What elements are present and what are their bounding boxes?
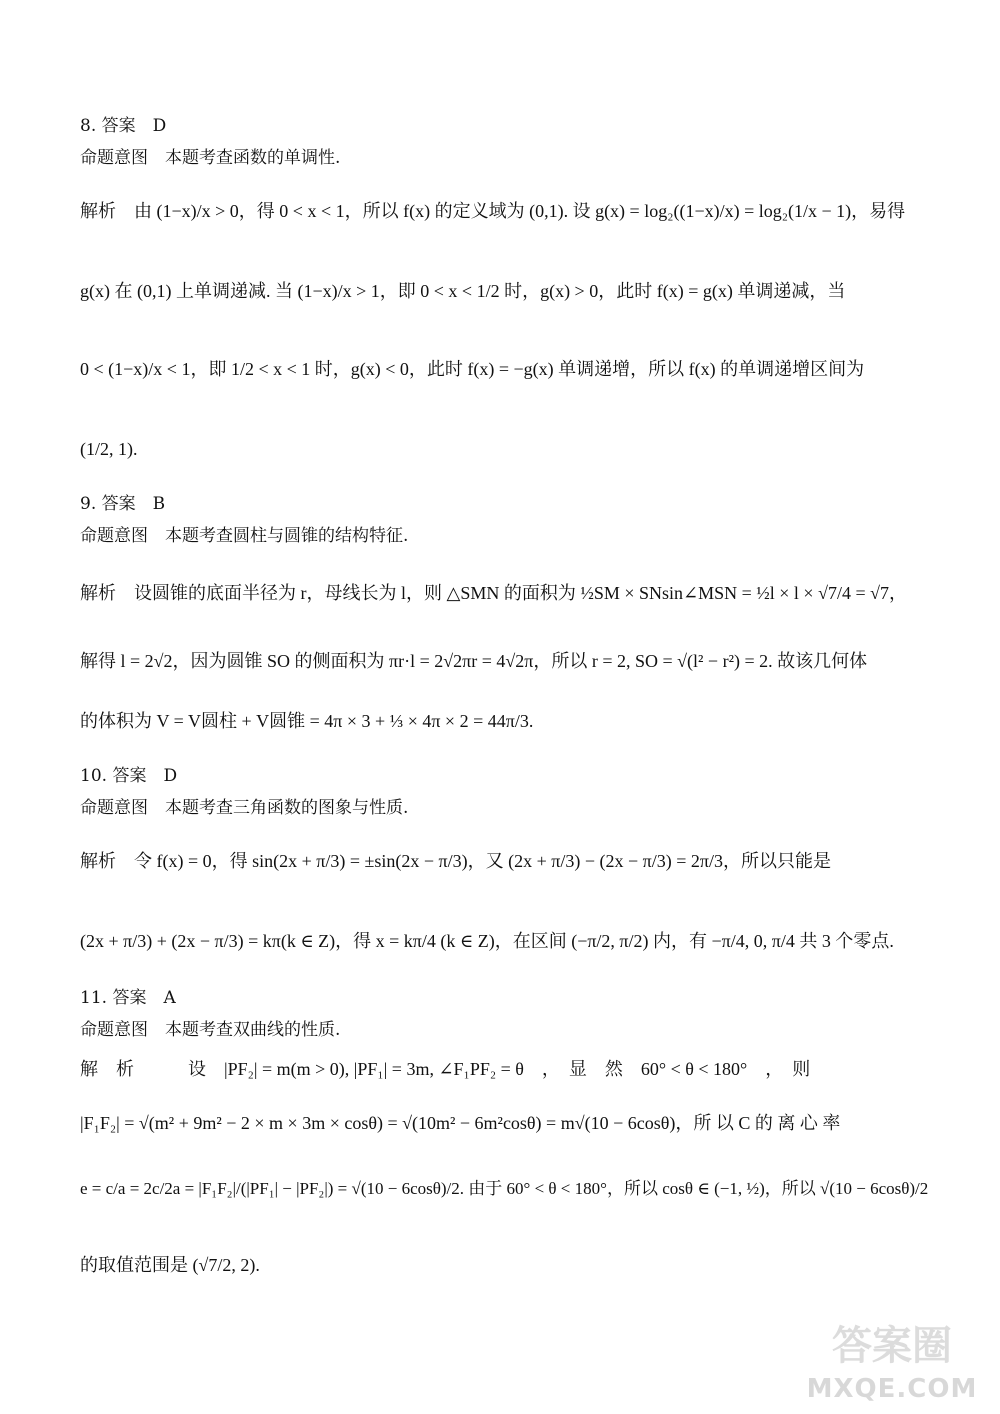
solution-line-8-1: 解析 由 (1−x)/x > 0，得 0 < x < 1，所以 f(x) 的定义域为 (0,1). 设 g(x) = log₂((1−x)/x) = log₂(1/x − 1)，易得 [80,201,906,221]
intent-10: 命题意图 本题考查三角函数的图象与性质. [80,798,409,818]
answer-header-9: 9. 答案 B [80,494,166,514]
answer-header-10: 10. 答案 D [80,766,178,786]
intent-11: 命题意图 本题考查双曲线的性质. [80,1020,341,1040]
answer-header-8: 8. 答案 D [80,116,167,136]
answer-header-11: 11. 答案 A [80,988,176,1008]
solution-line-11-1: 解 析 设 |PF₂| = m(m > 0), |PF₁| = 3m, ∠F₁PF₂ = θ ， 显 然 60° < θ < 180° ， 则 [80,1059,811,1079]
intent-9: 命题意图 本题考查圆柱与圆锥的结构特征. [80,526,409,546]
solution-line-9-3: 的体积为 V = V圆柱 + V圆锥 = 4π × 3 + ⅓ × 4π × 2 = 44π/3. [80,711,534,731]
watermark-logo: 答案圈 [832,1323,952,1369]
solution-line-11-3: e = c/a = 2c/2a = |F₁F₂|/(|PF₁| − |PF₂|) = √(10 − 6cosθ)/2. 由于 60° < θ < 180°，所以 cosθ ∈ (−1, ½)，所以 √(10 − 6cosθ)/2 [80,1179,929,1198]
solution-line-10-2: (2x + π/3) + (2x − π/3) = kπ(k ∈ Z)，得 x = kπ/4 (k ∈ Z)，在区间 (−π/2, π/2) 内，有 −π/4, 0, π/4 共 3 个零点. [80,931,894,951]
solution-line-11-4: 的取值范围是 (√7/2, 2). [80,1255,260,1275]
watermark-site: MXQE.COM [806,1374,978,1404]
site-watermark [802,1314,982,1404]
solution-line-10-1: 解析 令 f(x) = 0，得 sin(2x + π/3) = ±sin(2x − π/3)，又 (2x + π/3) − (2x − π/3) = 2π/3，所以只能是 [80,851,831,871]
solution-line-8-4: (1/2, 1). [80,439,138,459]
solution-line-8-2: g(x) 在 (0,1) 上单调递减. 当 (1−x)/x > 1，即 0 < x < 1/2 时，g(x) > 0，此时 f(x) = g(x) 单调递减，当 [80,281,846,301]
solution-line-8-3: 0 < (1−x)/x < 1，即 1/2 < x < 1 时，g(x) < 0，此时 f(x) = −g(x) 单调递增，所以 f(x) 的单调递增区间为 [80,359,865,379]
intent-8: 命题意图 本题考查函数的单调性. [80,148,341,168]
solution-line-11-2: |F₁F₂| = √(m² + 9m² − 2 × m × 3m × cosθ) = √(10m² − 6m²cosθ) = m√(10 − 6cosθ)，所 以 C 的 离 心 率 [80,1113,841,1133]
solution-line-9-1: 解析 设圆锥的底面半径为 r，母线长为 l，则 △SMN 的面积为 ½SM × SNsin∠MSN = ½l × l × √7/4 = √7， [80,583,907,603]
solution-line-9-2: 解得 l = 2√2，因为圆锥 SO 的侧面积为 πr·l = 2√2πr = 4√2π，所以 r = 2, SO = √(l² − r²) = 2. 故该几何体 [80,651,868,671]
